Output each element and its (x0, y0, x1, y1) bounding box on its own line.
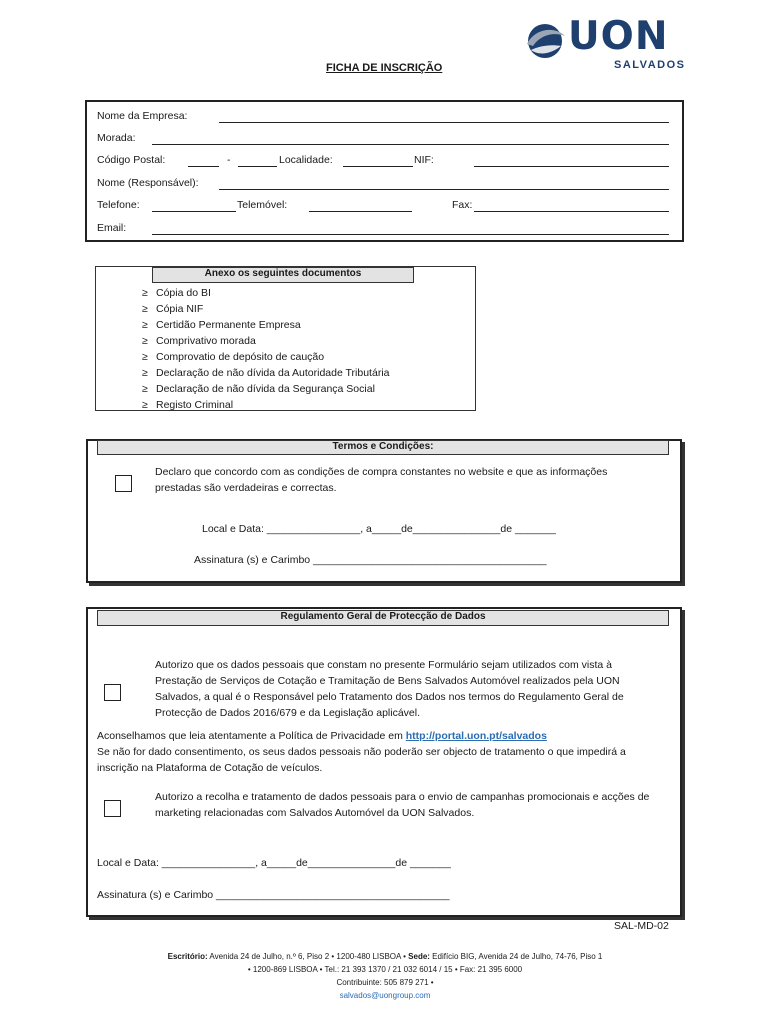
privacy-policy-link[interactable]: http://portal.uon.pt/salvados (405, 730, 547, 742)
logo-subtitle: SALVADOS (614, 59, 686, 71)
email-link[interactable]: salvados@uongroup.com (339, 991, 431, 1000)
responsavel-label: Nome (Responsável): (97, 177, 199, 189)
rgpd-local-data: Local e Data: ________________, a_____de_______________de _______ (97, 857, 451, 869)
list-item: ≥ Certidão Permanente Empresa (142, 319, 301, 331)
rgpd-assinatura: Assinatura (s) e Carimbo ________________________________________ (97, 889, 450, 901)
localidade-field[interactable] (343, 166, 413, 167)
email-label: Email: (97, 222, 127, 234)
email-field[interactable] (152, 234, 669, 235)
footer-line-1: Escritório: Avenida 24 de Julho, n.º 6, Piso 2 • 1200-480 LISBOA • Sede: Edifício BIG, Avenida 24 de Julho, 74-76, Piso 1 (167, 952, 603, 961)
morada-label: Morada: (97, 132, 136, 144)
uon-swirl-icon (521, 20, 571, 62)
list-item: ≥ Comprivativo morada (142, 335, 256, 347)
uon-salvados-logo (521, 14, 687, 76)
termos-local-data: Local e Data: ________________, a_____de_______________de _______ (202, 523, 556, 535)
anexos-header: Anexo os seguintes documentos (152, 267, 414, 283)
telemovel-label: Telemóvel: (237, 199, 288, 211)
termos-header: Termos e Condições: (97, 440, 669, 455)
rgpd-aconselhamos: Aconselhamos que leia atentamente a Política de Privacidade em http://portal.uon.pt/salvados Se não for dado consentimento, os seus dados pessoais não poderão ser objecto de tratamento o que impedirá a inscrição na Plataforma de Cotação de veículos. (97, 730, 626, 774)
list-item: ≥ Comprovatio de depósito de caução (142, 351, 325, 363)
list-item: ≥ Cópia do BI (142, 287, 211, 299)
footer-email (0, 989, 770, 1002)
footer-line-2: • 1200-869 LISBOA • Tel.: 21 393 1370 / 21 032 6014 / 15 • Fax: 21 395 6000 (247, 965, 523, 974)
telefone-field[interactable] (152, 211, 236, 212)
empresa-field[interactable] (219, 122, 669, 123)
localidade-label: Localidade: (279, 154, 333, 166)
page-title: FICHA DE INSCRIÇÃO (326, 62, 443, 74)
rgpd-checkbox-dados[interactable] (104, 684, 121, 701)
anexos-list (142, 285, 390, 413)
footer-line-3: Contribuinte: 505 879 271 • (336, 978, 434, 987)
fax-label: Fax: (452, 199, 473, 211)
list-item: ≥ Cópia NIF (142, 303, 204, 315)
codigo-postal-label: Código Postal: (97, 154, 166, 166)
rgpd-autorizo-marketing: Autorizo a recolha e tratamento de dados pessoais para o envio de campanhas promocionais e acções de marketing relacionadas com Salvados Automóvel da UON Salvados. (155, 791, 650, 819)
logo-wordmark: UON (568, 14, 669, 59)
fax-field[interactable] (474, 211, 669, 212)
document-code: SAL-MD-02 (614, 920, 669, 932)
rgpd-header: Regulamento Geral de Protecção de Dados (97, 610, 669, 626)
codigo-postal-field-2[interactable] (238, 166, 277, 167)
termos-assinatura: Assinatura (s) e Carimbo ________________________________________ (194, 554, 547, 566)
termos-checkbox[interactable] (115, 475, 132, 492)
list-item: ≥ Declaração de não dívida da Autoridade Tributária (142, 367, 390, 379)
telefone-label: Telefone: (97, 199, 140, 211)
codigo-postal-field-1[interactable] (188, 166, 219, 167)
responsavel-field[interactable] (219, 189, 669, 190)
empresa-label: Nome da Empresa: (97, 110, 188, 122)
telemovel-field[interactable] (309, 211, 412, 212)
nif-field[interactable] (474, 166, 669, 167)
list-item: ≥ Declaração de não dívida da Segurança Social (142, 383, 375, 395)
termos-declaration: Declaro que concordo com as condições de compra constantes no website e que as informações prestadas são verdadeiras e correctas. (155, 466, 608, 494)
rgpd-checkbox-marketing[interactable] (104, 800, 121, 817)
codigo-postal-dash: - (227, 154, 231, 166)
morada-field[interactable] (152, 144, 669, 145)
list-item: ≥ Registo Criminal (142, 399, 234, 411)
rgpd-autorizo-dados: Autorizo que os dados pessoais que constam no presente Formulário sejam utilizados com vista à Prestação de Serviços de Cotação e Tramitação de Bens Salvados Automóvel realizados pela UON Salvados, a qual é o Responsável pelo Tratamento dos Dados nos termos do Regulamento Geral de Protecção de Dados 2016/679 e da Legislação aplicável. (155, 659, 624, 719)
nif-label: NIF: (414, 154, 434, 166)
